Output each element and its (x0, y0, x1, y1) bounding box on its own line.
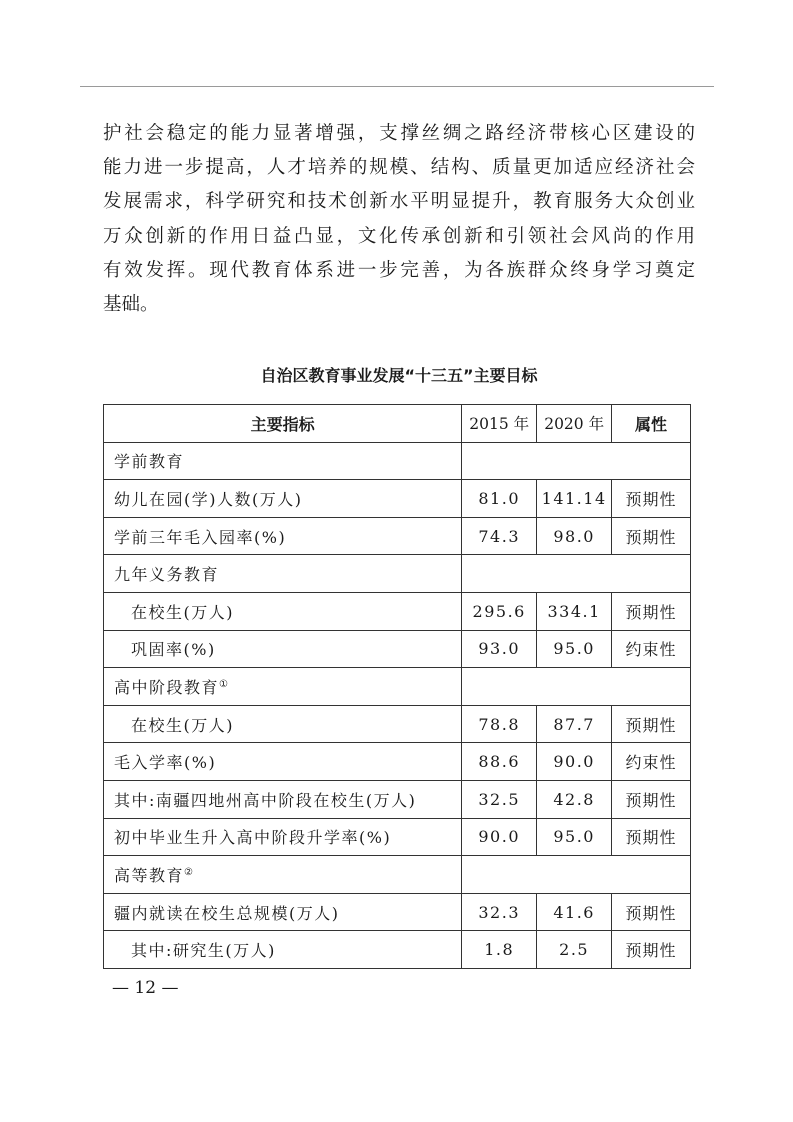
value-2020-cell: 90.0 (537, 743, 612, 781)
section-empty-cell (462, 555, 691, 593)
value-2015-cell: 295.6 (462, 592, 537, 630)
paragraph-line: 基础。 (103, 293, 159, 315)
page-number: — 12 — (112, 978, 179, 998)
attribute-cell: 预期性 (612, 893, 691, 931)
indicator-cell: 其中:南疆四地州高中阶段在校生(万人) (104, 780, 462, 818)
attribute-cell: 预期性 (612, 517, 691, 555)
attribute-cell: 预期性 (612, 780, 691, 818)
table-section-row (104, 668, 691, 706)
value-2015-cell: 74.3 (462, 517, 537, 555)
value-2015-cell: 78.8 (462, 705, 537, 743)
value-2015-cell: 90.0 (462, 818, 537, 856)
value-2020-cell: 87.7 (537, 705, 612, 743)
indicator-cell: 巩固率(%) (104, 630, 462, 668)
indicator-cell: 其中:研究生(万人) (104, 931, 462, 969)
table-row (104, 931, 691, 969)
footnote-marker: ② (184, 866, 195, 878)
table-row (104, 818, 691, 856)
table-row (104, 480, 691, 518)
table-section-row (104, 555, 691, 593)
value-2020-cell: 41.6 (537, 893, 612, 931)
indicator-cell: 初中毕业生升入高中阶段升学率(%) (104, 818, 462, 856)
targets-table (103, 404, 691, 969)
attribute-cell: 预期性 (612, 592, 691, 630)
attribute-cell: 约束性 (612, 743, 691, 781)
table-row (104, 705, 691, 743)
section-label-text: 高中阶段教育 (114, 677, 220, 697)
value-2020-cell: 95.0 (537, 818, 612, 856)
section-label-text: 高等教育 (114, 865, 185, 885)
attribute-cell: 预期性 (612, 931, 691, 969)
paragraph-line: 有效发挥。现代教育体系进一步完善，为各族群众终身学习奠定 (103, 259, 695, 281)
section-label-text: 九年义务教育 (114, 565, 220, 585)
indicator-cell: 学前三年毛入园率(%) (104, 517, 462, 555)
section-empty-cell (462, 856, 691, 894)
value-2020-cell: 2.5 (537, 931, 612, 969)
value-2020-cell: 334.1 (537, 592, 612, 630)
footnote-marker: ① (219, 678, 230, 690)
indicator-cell: 在校生(万人) (104, 592, 462, 630)
table-row (104, 630, 691, 668)
value-2015-cell: 93.0 (462, 630, 537, 668)
table-section-row (104, 442, 691, 480)
body-paragraph (103, 117, 695, 322)
section-label (104, 555, 462, 593)
section-empty-cell (462, 442, 691, 480)
value-2015-cell: 32.5 (462, 780, 537, 818)
indicator-cell: 毛入学率(%) (104, 743, 462, 781)
table-row (104, 780, 691, 818)
value-2020-cell: 95.0 (537, 630, 612, 668)
attribute-cell: 预期性 (612, 818, 691, 856)
header-attribute: 属性 (612, 405, 691, 443)
header-2020: 2020 年 (537, 405, 612, 443)
attribute-cell: 预期性 (612, 705, 691, 743)
indicator-cell: 在校生(万人) (104, 705, 462, 743)
value-2020-cell: 141.14 (537, 480, 612, 518)
value-2015-cell: 32.3 (462, 893, 537, 931)
header-indicator: 主要指标 (104, 405, 462, 443)
paragraph-line: 发展需求，科学研究和技术创新水平明显提升，教育服务大众创业 (103, 191, 695, 213)
table-body (104, 442, 691, 968)
table-row (104, 517, 691, 555)
attribute-cell: 约束性 (612, 630, 691, 668)
attribute-cell: 预期性 (612, 480, 691, 518)
table-row (104, 893, 691, 931)
table-section-row (104, 856, 691, 894)
table-row (104, 592, 691, 630)
header-rule (80, 86, 714, 87)
paragraph-line: 能力进一步提高，人才培养的规模、结构、质量更加适应经济社会 (103, 157, 695, 179)
value-2015-cell: 88.6 (462, 743, 537, 781)
table-header-row (104, 405, 691, 443)
value-2015-cell: 81.0 (462, 480, 537, 518)
value-2020-cell: 42.8 (537, 780, 612, 818)
indicator-cell: 疆内就读在校生总规模(万人) (104, 893, 462, 931)
section-label-text: 学前教育 (114, 452, 185, 472)
section-label (104, 442, 462, 480)
paragraph-line: 万众创新的作用日益凸显，文化传承创新和引领社会风尚的作用 (103, 225, 695, 247)
table-row (104, 743, 691, 781)
section-label (104, 668, 462, 706)
section-empty-cell (462, 668, 691, 706)
section-label (104, 856, 462, 894)
value-2020-cell: 98.0 (537, 517, 612, 555)
paragraph-line: 护社会稳定的能力显著增强，支撑丝绸之路经济带核心区建设的 (103, 123, 695, 144)
value-2015-cell: 1.8 (462, 931, 537, 969)
indicator-cell: 幼儿在园(学)人数(万人) (104, 480, 462, 518)
header-2015: 2015 年 (462, 405, 537, 443)
table-title: 自治区教育事业发展“十三五”主要目标 (260, 366, 538, 385)
